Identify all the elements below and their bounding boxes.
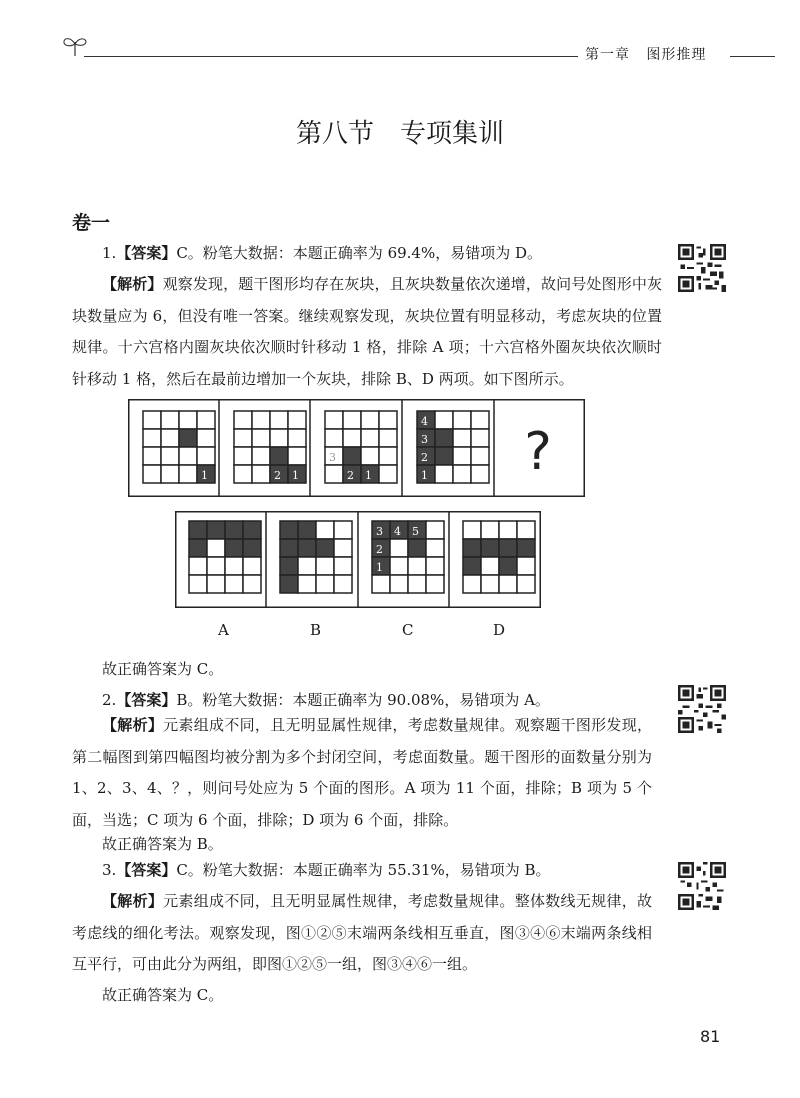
volume-heading: 卷一 — [72, 212, 111, 234]
q1-panel-3 — [325, 411, 397, 483]
header-section-name: 图形推理 — [646, 47, 707, 63]
cell-number: 1 — [421, 469, 428, 482]
qr-code-q3[interactable] — [678, 862, 726, 910]
q1-panel-1 — [143, 411, 215, 483]
q2-answer-tag: 【答案】 — [116, 691, 177, 709]
q1-option-b[interactable] — [280, 521, 352, 593]
q3-analysis — [72, 886, 652, 981]
q3-answer — [72, 855, 662, 887]
q1-figure-sequence — [128, 399, 585, 497]
cell-number: 3 — [376, 525, 383, 538]
question-mark: ? — [524, 422, 552, 482]
cell-number: 4 — [394, 525, 401, 538]
q1-option-a[interactable] — [189, 521, 261, 593]
qr-code-q2[interactable] — [678, 685, 726, 733]
q2-conclusion: 故正确答案为 B。 — [102, 835, 223, 853]
header-rule-left — [84, 56, 578, 57]
cell-number: 1 — [365, 469, 372, 482]
q3-analysis-text: 元素组成不同，且无明显属性规律，考虑数量规律。整体数线无规律，故考虑线的细化考法。观察发现，图①②⑤末端两条线相互垂直，图③④⑥末端两条线相互平行，可由此分为两组，即图①②⑤一组，图③④⑥一组。 — [72, 892, 652, 973]
q3-num: 3. — [102, 861, 117, 879]
cell-number: 5 — [412, 525, 419, 538]
header-chapter-label: 第一章 — [585, 47, 630, 63]
cell-number: 2 — [421, 451, 428, 464]
cell-number: 3 — [421, 433, 428, 446]
q1-options — [175, 511, 541, 608]
q2-num: 2. — [102, 691, 117, 709]
option-label-d: D — [493, 621, 506, 639]
cell-number: 1 — [292, 469, 299, 482]
q1-analysis — [72, 269, 662, 395]
page-title: 第八节 专项集训 — [295, 119, 504, 149]
cell-number: 2 — [274, 469, 281, 482]
cell-number: 1 — [376, 561, 383, 574]
q1-answer — [72, 238, 662, 270]
q2-analysis-tag: 【解析】 — [102, 716, 164, 734]
q1-answer-text: C。粉笔大数据：本题正确率为 69.4%，易错项为 D。 — [176, 244, 543, 262]
cell-number: 1 — [201, 469, 208, 482]
option-label-c: C — [402, 621, 414, 639]
qr-code-q1[interactable] — [678, 244, 726, 292]
cell-number: 2 — [376, 543, 383, 556]
q1-option-c[interactable] — [372, 521, 444, 593]
page-number: 81 — [700, 1027, 721, 1046]
option-label-a: A — [218, 621, 229, 639]
cell-number: 4 — [421, 415, 428, 428]
cell-number: 3 — [329, 451, 336, 464]
q1-panel-4 — [417, 411, 489, 483]
header-rule-right — [730, 56, 775, 57]
q3-answer-tag: 【答案】 — [116, 861, 177, 879]
q2-analysis-text: 元素组成不同，且无明显属性规律，考虑数量规律。观察题干图形发现，第二幅图到第四幅图均被分割为多个封闭空间，考虑面数量。题干图形的面数量分别为 1、2、3、4、？，则问号处应为 5 个面的图形。A 项为 11 个面，排除；B 项为 5 个面，当选；C 项为 6 个面，排除；D 项为 6 个面，排除。 — [72, 716, 652, 829]
q1-num: 1. — [102, 244, 117, 262]
q1-option-d[interactable] — [463, 521, 535, 593]
q1-analysis-text: 观察发现，题干图形均存在灰块，且灰块数量依次递增，故问号处图形中灰块数量应为 6，但没有唯一答案。继续观察发现，灰块位置有明显移动，考虑灰块的位置规律。十六宫格内圈灰块依次顺时针移动 1 格，排除 A 项；十六宫格外圈灰块依次顺时针移动 1 格，然后在最前边增加一个灰块，排除 B、D 两项。如下图所示。 — [72, 275, 662, 388]
option-label-b: B — [310, 621, 322, 639]
q3-analysis-tag: 【解析】 — [102, 892, 164, 910]
q1-answer-tag: 【答案】 — [116, 244, 177, 262]
q3-conclusion: 故正确答案为 C。 — [102, 986, 224, 1004]
q1-analysis-tag: 【解析】 — [102, 275, 163, 293]
q1-panel-2 — [234, 411, 306, 483]
sprout-icon — [60, 34, 90, 58]
q3-answer-text: C。粉笔大数据：本题正确率为 55.31%，易错项为 B。 — [176, 861, 551, 879]
cell-number: 2 — [347, 469, 354, 482]
q2-answer-text: B。粉笔大数据：本题正确率为 90.08%，易错项为 A。 — [176, 691, 550, 709]
q2-analysis — [72, 710, 652, 836]
header-chapter — [585, 44, 706, 64]
q1-conclusion: 故正确答案为 C。 — [102, 660, 224, 678]
